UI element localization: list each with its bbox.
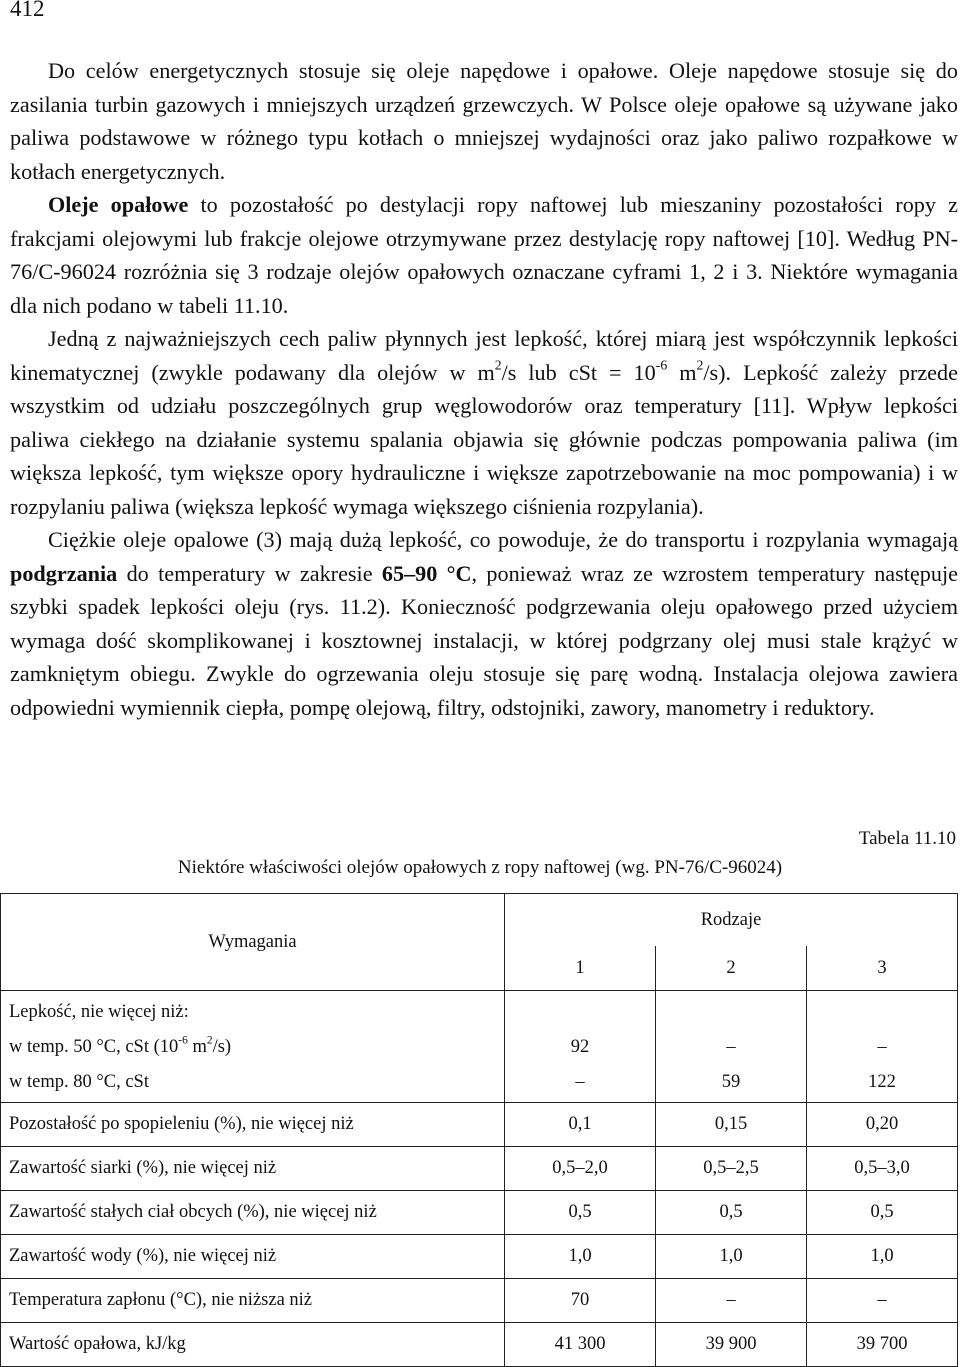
viscosity-label: Lepkość, nie więcej niż: (9, 1002, 189, 1022)
row-label: Wartość opałowa, kJ/kg (1, 1323, 505, 1367)
row-label: Zawartość stałych ciał obcych (%), nie więcej niż (1, 1191, 505, 1235)
row-value-type2: – (656, 1279, 807, 1323)
table-row (1, 1235, 958, 1279)
type-3-header: 3 (807, 946, 958, 990)
type-1-header: 1 (505, 946, 656, 990)
row-label: Zawartość wody (%), nie więcej niż (1, 1235, 505, 1279)
row-label: Temperatura zapłonu (°C), nie niższa niż (1, 1279, 505, 1323)
row-value-type1: 1,0 (505, 1235, 656, 1279)
table-row (1, 1147, 958, 1191)
row-label: Pozostałość po spopieleniu (%), nie więcej niż (1, 1103, 505, 1147)
paragraph-1: Do celów energetycznych stosuje się oleje napędowe i opałowe. Oleje napędowe stosuje się do zasilania turbin gazowych i mniejszych urządzeń grzewczych. W Polsce oleje opałowe są używane jako paliwa podstawowe w różnego typu kotłach o mniejszej wydajności oraz jako paliwo rozpałkowe w kotłach energetycznych. (10, 58, 958, 184)
row-value-type1: 0,5 (505, 1191, 656, 1235)
term-podgrzania: podgrzania (10, 560, 118, 586)
row-value-type3: – (807, 1279, 958, 1323)
paragraph-4: Ciężkie oleje opalowe (3) mają dużą lepkość, co powoduje, że do transportu i rozpylania wymagają podgrzania do temperatury w zakresie 65–90 °C, ponieważ wraz ze wzrostem temperatury następuje szybki spadek lepkości oleju (rys. 11.2). Konieczność podgrzewania oleju opałowego przed użyciem wymaga dość skomplikowanej i kosztownej instalacji, w której podgrzany olej musi stale krążyć w zamkniętym obiegu. Zwykle do ogrzewania oleju stosuje się parę wodną. Instalacja olejowa zawiera odpowiedni wymiennik ciepła, pompę olejową, filtry, odstojniki, zawory, manometry i reduktory. (10, 527, 958, 720)
table-body (1, 1103, 958, 1367)
row-value-type1: 0,5–2,0 (505, 1147, 656, 1191)
row-value-type3: 0,20 (807, 1103, 958, 1147)
row-value-type1: 41 300 (505, 1323, 656, 1367)
table-row (1, 1323, 958, 1367)
table-row (1, 1103, 958, 1147)
header-requirements: Wymagania (1, 894, 505, 991)
table-label: Tabela 11.10 (858, 828, 956, 849)
row-value-type2: 1,0 (656, 1235, 807, 1279)
row-label: Zawartość siarki (%), nie więcej niż (1, 1147, 505, 1191)
properties-table (0, 893, 958, 1367)
cell-visc50-type1: 92 (570, 1037, 590, 1057)
header-types: Rodzaje (505, 894, 958, 947)
type-2-header: 2 (656, 946, 807, 990)
row-value-type3: 0,5 (807, 1191, 958, 1235)
row-value-type2: 0,5 (656, 1191, 807, 1235)
table-row (1, 1279, 958, 1323)
table-title: Niektóre właściwości olejów opałowych z ropy naftowej (wg. PN-76/C-96024) (177, 857, 783, 878)
term-temperature-range: 65–90 °C (381, 560, 472, 586)
row-value-type2: 39 900 (656, 1323, 807, 1367)
row-value-type1: 70 (505, 1279, 656, 1323)
viscosity-50-label: w temp. 50 °C, cSt ($10^{-6}$ $m^2/s$) (9, 1034, 232, 1057)
cell-visc80-type2: 59 (721, 1072, 741, 1092)
body-text (10, 54, 958, 724)
page-number: 412 (10, 0, 45, 21)
paragraph-2: Oleje opałowe to pozostałość po destylacji ropy naftowej lub mieszaniny pozostałości ropy z frakcjami olejowymi lub frakcje olejowe otrzymywane przez destylację ropy naftowej [10]. Według PN-76/C-96024 rozróżnia się 3 rodzaje olejów opałowych oznaczane cyframi 1, 2 i 3. Niektóre wymagania dla nich podano w tabeli 11.10. (10, 192, 958, 318)
row-value-type2: 0,5–2,5 (656, 1147, 807, 1191)
table-row (1, 1191, 958, 1235)
viscosity-80-label: w temp. 80 °C, cSt (9, 1072, 149, 1092)
row-value-type3: 1,0 (807, 1235, 958, 1279)
row-value-type3: 0,5–3,0 (807, 1147, 958, 1191)
row-value-type2: 0,15 (656, 1103, 807, 1147)
paragraph-3: Jedną z najważniejszych cech paliw płynnych jest lepkość, której miarą jest współczynnik lepkości kinematycznej (zwykle podawany dla olejów w $m^2/s$ lub cSt = $10^{-6}$ $m^2/s$). Lepkość zależy przede wszystkim od udziału poszczególnych grup węglowodorów oraz temperatury [11]. Wpływ lepkości paliwa ciekłego na działanie systemu spalania objawia się głównie podczas pompowania paliwa (im większa lepkość, tym większe opory hydrauliczne i większe zapotrzebowanie na moc pompowania) i w rozpylaniu paliwa (większa lepkość wymaga większego ciśnienia rozpylania). (10, 326, 958, 519)
cell-visc80-type3: 122 (868, 1072, 896, 1092)
cell-visc50-type3: – (877, 1037, 887, 1057)
table-row-viscosity (1, 991, 958, 1103)
term-oleje-opalowe: Oleje opałowe (48, 192, 189, 217)
cell-visc50-type2: – (726, 1037, 736, 1057)
cell-visc80-type1: – (575, 1072, 585, 1092)
row-value-type1: 0,1 (505, 1103, 656, 1147)
row-value-type3: 39 700 (807, 1323, 958, 1367)
